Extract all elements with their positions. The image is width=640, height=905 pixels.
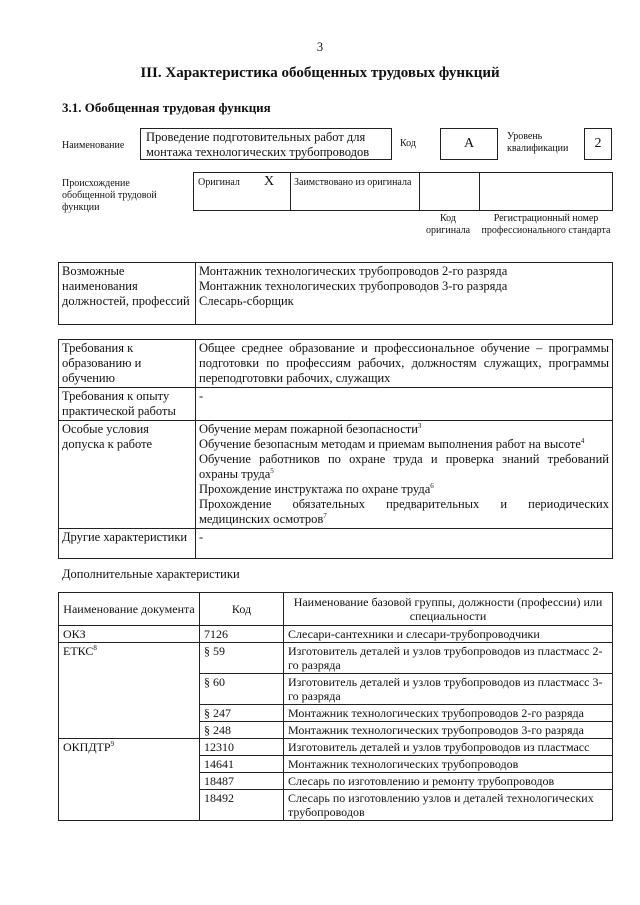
okpdtr-name: Слесарь по изготовлению узлов и деталей технологических трубопроводов — [284, 790, 613, 821]
okpdtr-name: Слесарь по изготовлению и ремонту трубопроводов — [284, 773, 613, 790]
page-number: 3 — [316, 40, 324, 54]
okpdtr-code: 12310 — [200, 739, 284, 756]
okpdtr-name: Монтажник технологических трубопроводов — [284, 756, 613, 773]
origin-divider-1 — [290, 173, 291, 210]
borrowed-label: Заимствовано из оригинала — [294, 177, 412, 188]
etks-code: § 247 — [200, 705, 284, 722]
okpdtr-code: 18487 — [200, 773, 284, 790]
etks-name: Изготовитель деталей и узлов трубопроводов из пластмасс 3-го разряда — [284, 674, 613, 705]
etks-name: Монтажник технологических трубопроводов 3-го разряда — [284, 722, 613, 739]
origin-code-caption: Код оригинала — [425, 213, 471, 236]
education-value: Общее среднее образование и профессиональное обучение – программы подготовки по профессиям рабочих, должностям служащих, программы переподготовки рабочих, служащих — [196, 340, 613, 388]
other-characteristics-value: - — [196, 529, 613, 559]
etks-label: ЕТКС$^8$ — [59, 643, 200, 739]
subsection-title: 3.1. Обобщенная трудовая функция — [62, 100, 271, 115]
level-value-box: 2 — [584, 128, 612, 160]
requirements-table — [58, 339, 613, 559]
experience-label: Требования к опыту практической работы — [59, 388, 196, 421]
etks-code: § 248 — [200, 722, 284, 739]
okz-name: Слесари-сантехники и слесари-трубопроводчики — [284, 626, 613, 643]
additional-table — [58, 592, 613, 821]
table-row — [59, 643, 613, 674]
position-item: Монтажник технологических трубопроводов 2-го разряда — [199, 264, 508, 278]
okpdtr-code: 14641 — [200, 756, 284, 773]
special-item: Обучение работников по охране труда и проверка знаний требований охраны труда$^5$ — [199, 452, 609, 481]
positions-list — [196, 263, 613, 325]
position-item: Монтажник технологических трубопроводов 3-го разряда — [199, 279, 508, 293]
etks-name: Монтажник технологических трубопроводов 2-го разряда — [284, 705, 613, 722]
special-conditions-list — [196, 421, 613, 529]
etks-name: Изготовитель деталей и узлов трубопроводов из пластмасс 2-го разряда — [284, 643, 613, 674]
origin-box — [193, 172, 613, 211]
reg-number-caption: Регистрационный номер профессионального стандарта — [481, 213, 611, 236]
positions-label: Возможные наименования должностей, профессий — [59, 263, 196, 325]
additional-title: Дополнительные характеристики — [62, 567, 240, 581]
special-item: Обучение мерам пожарной безопасности$^3$ — [199, 421, 422, 436]
positions-table — [58, 262, 613, 325]
col-header-document: Наименование документа — [59, 593, 200, 626]
code-value-box: А — [440, 128, 498, 160]
table-row — [59, 626, 613, 643]
okz-code: 7126 — [200, 626, 284, 643]
col-header-code: Код — [200, 593, 284, 626]
etks-code: § 59 — [200, 643, 284, 674]
col-header-name: Наименование базовой группы, должности (профессии) или специальности — [284, 593, 613, 626]
function-name-box: Проведение подготовительных работ для монтажа технологических трубопроводов — [140, 128, 392, 160]
table-row — [59, 739, 613, 756]
original-label: Оригинал — [198, 177, 240, 188]
section-title: III. Характеристика обобщенных трудовых функций — [140, 65, 500, 81]
special-item: Прохождение инструктажа по охране труда$^6$ — [199, 481, 434, 496]
level-label: Уровень квалификации — [507, 131, 569, 154]
education-label: Требования к образованию и обучению — [59, 340, 196, 388]
etks-code: § 60 — [200, 674, 284, 705]
special-item: Прохождение обязательных предварительных и периодических медицинских осмотров$^7$ — [199, 497, 609, 526]
okpdtr-name: Изготовитель деталей и узлов трубопроводов из пластмасс — [284, 739, 613, 756]
position-item: Слесарь-сборщик — [199, 294, 294, 308]
experience-value: - — [196, 388, 613, 421]
name-label: Наименование — [62, 140, 125, 151]
other-characteristics-label: Другие характеристики — [59, 529, 196, 559]
origin-label: Происхождение обобщенной трудовой функции — [62, 178, 157, 213]
code-label: Код — [400, 138, 416, 149]
okpdtr-code: 18492 — [200, 790, 284, 821]
original-mark: X — [264, 174, 275, 189]
origin-divider-3 — [479, 173, 480, 210]
okz-label: ОКЗ — [59, 626, 200, 643]
special-conditions-label: Особые условия допуска к работе — [59, 421, 196, 529]
okpdtr-label: ОКПДТР$^9$ — [59, 739, 200, 821]
origin-divider-2 — [419, 173, 420, 210]
special-item: Обучение безопасным методам и приемам выполнения работ на высоте$^4$ — [199, 436, 585, 451]
